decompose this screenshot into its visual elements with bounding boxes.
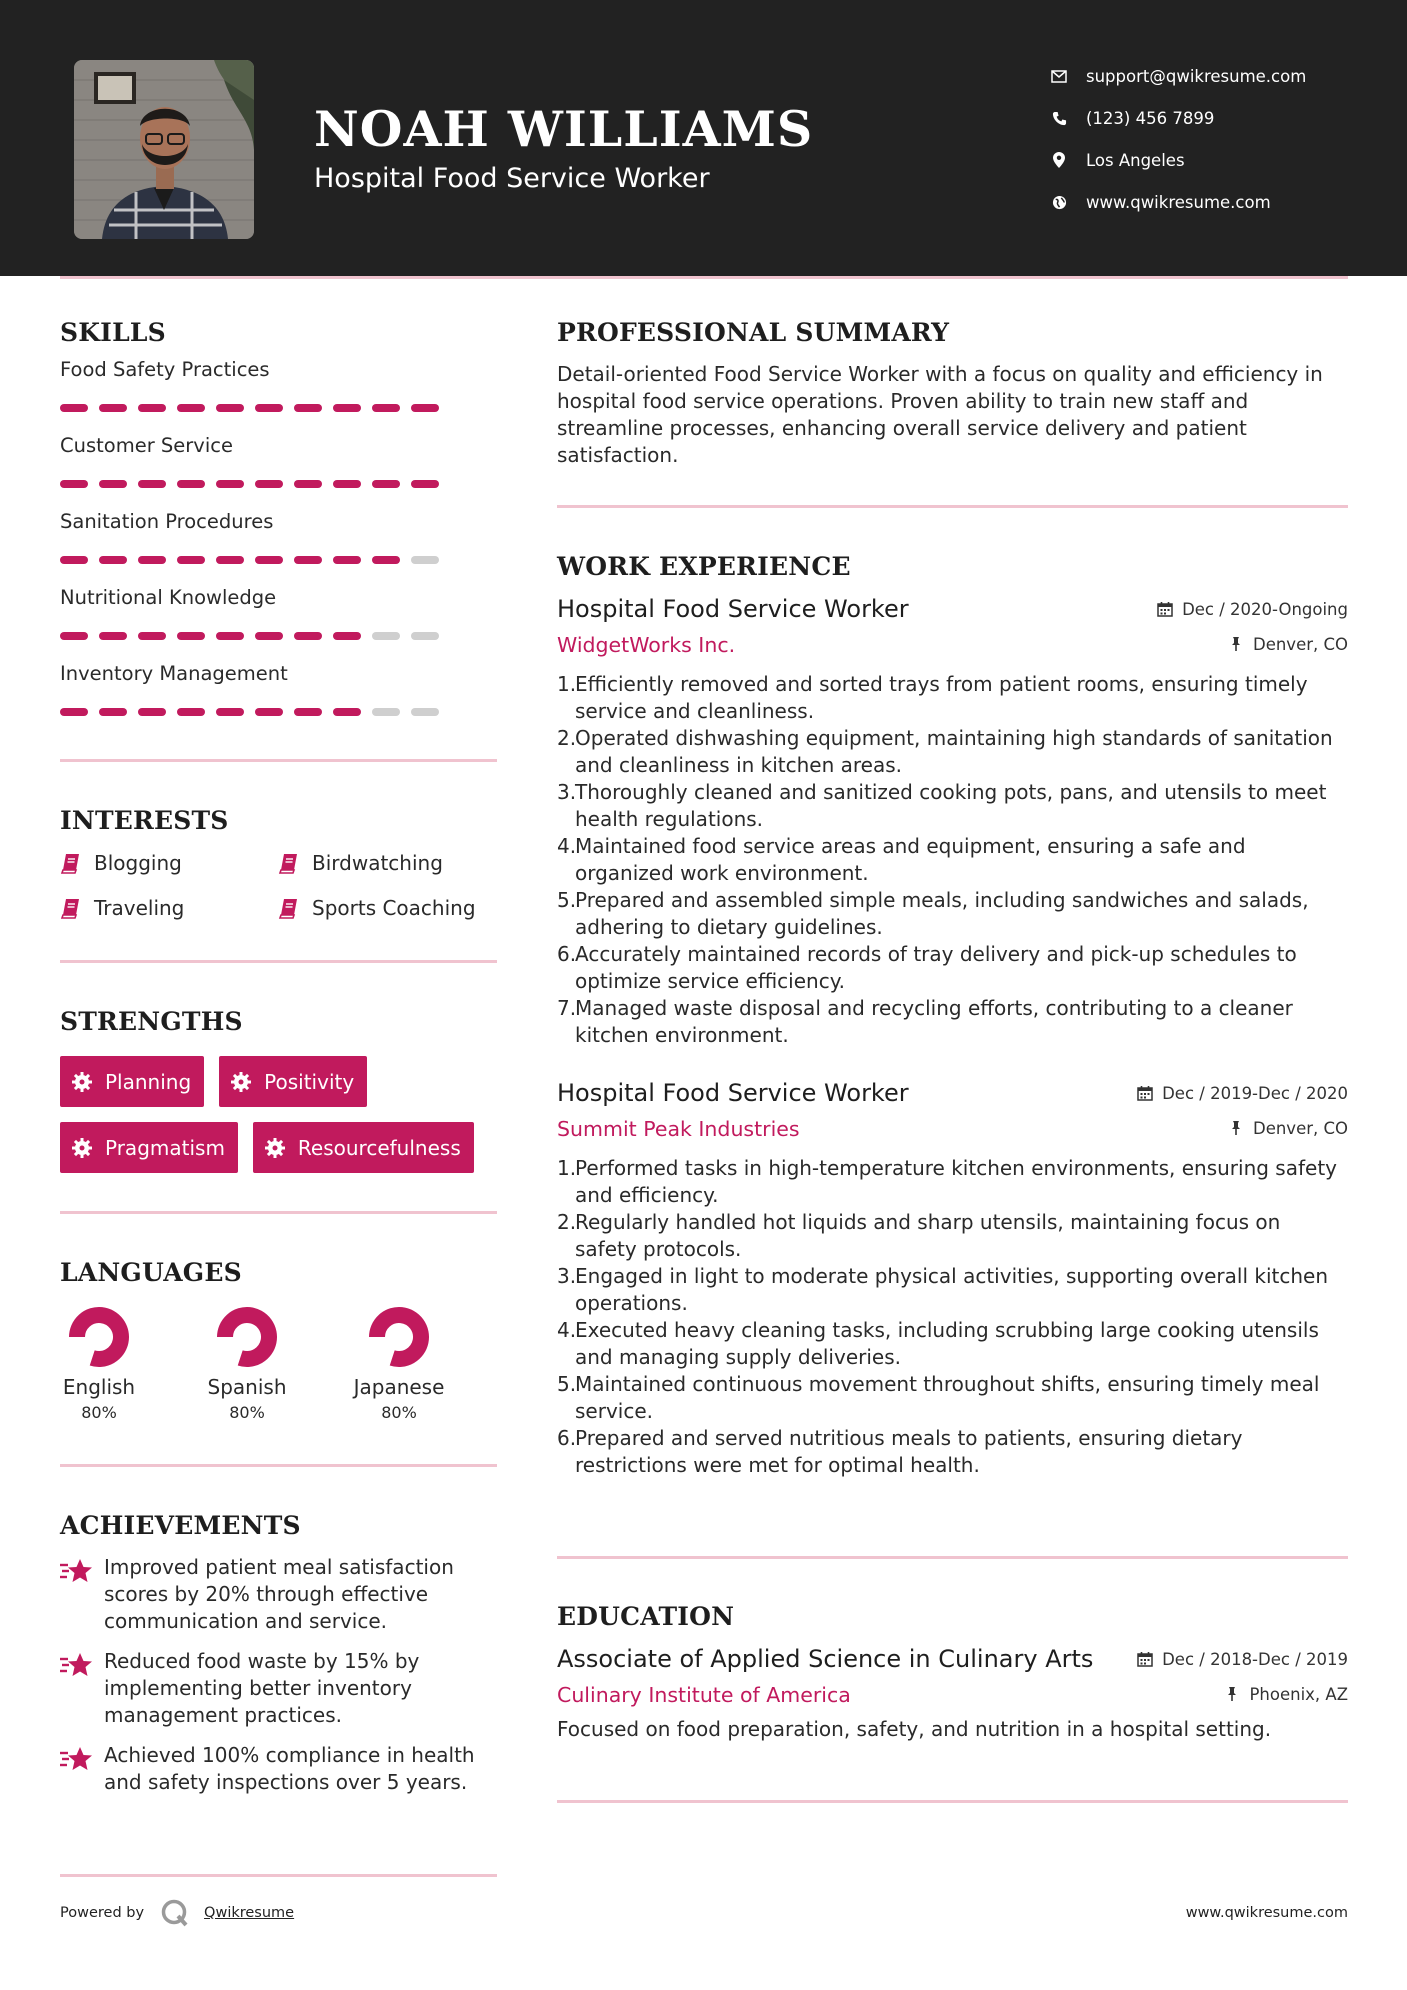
job-location-text: Denver, CO — [1252, 634, 1348, 654]
skills-heading: SKILLS — [60, 318, 166, 347]
strength-label: Planning — [105, 1069, 192, 1094]
languages-heading: LANGUAGES — [60, 1258, 242, 1287]
contact-website-text: www.qwikresume.com — [1086, 192, 1271, 212]
language-name: Japanese — [353, 1375, 445, 1399]
header-divider — [60, 276, 1348, 279]
book-icon — [60, 852, 82, 874]
job-dates-text: Dec / 2019-Dec / 2020 — [1162, 1083, 1348, 1103]
skill-segment-filled — [216, 708, 244, 716]
degree-title: Associate of Applied Science in Culinary Arts — [557, 1645, 1094, 1673]
job-bullet: 7. Managed waste disposal and recycling efforts, contributing to a cleaner kitchen environment. — [557, 996, 1293, 1047]
calendar-icon — [1137, 1085, 1153, 1101]
map-pin-icon — [1050, 151, 1068, 169]
job-location — [1228, 1119, 1348, 1138]
job-dates-text: Dec / 2020-Ongoing — [1182, 599, 1348, 619]
star-icon — [60, 1557, 92, 1585]
skill-segment-filled — [177, 404, 205, 412]
language-percent: 80% — [229, 1403, 265, 1422]
language-progress-ring — [367, 1305, 431, 1369]
skill-segment-filled — [255, 404, 283, 412]
skill-segment-filled — [294, 404, 322, 412]
language-progress-ring — [67, 1305, 131, 1369]
skill-segment-filled — [372, 404, 400, 412]
skill-segment-filled — [294, 708, 322, 716]
education-heading: EDUCATION — [557, 1602, 735, 1631]
skill-segment-filled — [99, 404, 127, 412]
contact-phone[interactable] — [1050, 97, 1306, 139]
skill-segment-filled — [411, 404, 439, 412]
skill-rating-bar — [60, 693, 497, 731]
skill-segment-filled — [99, 556, 127, 564]
skill-name: Sanitation Procedures — [60, 510, 274, 533]
skill-segment-empty — [411, 632, 439, 640]
book-icon — [60, 897, 82, 919]
skill-name: Inventory Management — [60, 662, 288, 685]
book-icon — [278, 852, 300, 874]
job-entry — [557, 595, 1348, 1049]
gear-icon — [71, 1137, 93, 1159]
section-divider — [60, 1464, 497, 1467]
star-icon — [60, 1651, 92, 1679]
gear-icon — [264, 1137, 286, 1159]
skill-segment-empty — [372, 632, 400, 640]
education-dates-text: Dec / 2018-Dec / 2019 — [1162, 1649, 1348, 1669]
pushpin-icon — [1224, 1686, 1240, 1702]
summary-text: Detail-oriented Food Service Worker with a focus on quality and efficiency in hospital food service operations. Proven ability to train new staff and streamline processes, enhancing overall service delivery and patient satisfaction. — [557, 362, 1323, 467]
skill-segment-empty — [411, 556, 439, 564]
calendar-icon — [1137, 1651, 1153, 1667]
job-bullet: 2. Regularly handled hot liquids and sharp utensils, maintaining focus on safety protocols. — [557, 1210, 1281, 1261]
interest-label: Birdwatching — [312, 850, 443, 875]
skill-segment-filled — [216, 480, 244, 488]
left-column — [60, 318, 497, 1796]
skill-segment-filled — [60, 708, 88, 716]
strength-label: Positivity — [264, 1069, 355, 1094]
achievement-text: Reduced food waste by 15% by implementing better inventory management practices. — [104, 1649, 420, 1727]
language-item — [60, 1305, 138, 1422]
language-name: English — [62, 1375, 136, 1399]
skill-rating-bar — [60, 617, 497, 655]
skill-segment-filled — [255, 480, 283, 488]
job-bullet: 4. Executed heavy cleaning tasks, including scrubbing large cooking utensils and managing supply deliveries. — [557, 1318, 1319, 1369]
job-bullet: 5. Maintained continuous movement throughout shifts, ensuring timely meal service. — [557, 1372, 1320, 1423]
skill-segment-filled — [99, 480, 127, 488]
language-level-arc — [225, 1315, 269, 1359]
skill-segment-filled — [138, 556, 166, 564]
skill-segment-filled — [216, 404, 244, 412]
job-bullet: 1. Efficiently removed and sorted trays from patient rooms, ensuring timely service and cleanliness. — [557, 672, 1308, 723]
language-level-arc — [77, 1315, 121, 1359]
education-description: Focused on food preparation, safety, and nutrition in a hospital setting. — [557, 1717, 1272, 1741]
language-percent: 80% — [381, 1403, 417, 1422]
skill-segment-empty — [372, 708, 400, 716]
interest-item — [60, 847, 278, 878]
skill-segment-filled — [60, 480, 88, 488]
candidate-name: NOAH WILLIAMS — [314, 100, 814, 158]
job-bullet: 4. Maintained food service areas and equipment, ensuring a safe and organized work environment. — [557, 834, 1246, 885]
achievement-item — [60, 1554, 497, 1635]
interest-label: Traveling — [94, 895, 185, 920]
pushpin-icon — [1228, 1120, 1244, 1136]
achievements-section — [60, 1511, 497, 1796]
skill-segment-filled — [411, 480, 439, 488]
footer-powered-by — [60, 1898, 294, 1928]
job-bullet: 6. Accurately maintained records of tray delivery and pick-up schedules to optimize service efficiency. — [557, 942, 1297, 993]
job-bullets — [557, 671, 1348, 1049]
language-progress-ring — [215, 1305, 279, 1369]
job-location-text: Denver, CO — [1252, 1118, 1348, 1138]
skill-segment-filled — [372, 556, 400, 564]
experience-section — [557, 552, 1348, 1479]
job-dates — [1157, 600, 1348, 619]
strengths-section — [60, 1007, 497, 1173]
strength-label: Pragmatism — [105, 1135, 225, 1160]
globe-icon — [1050, 193, 1068, 211]
achievements-heading: ACHIEVEMENTS — [60, 1511, 301, 1540]
qwikresume-link[interactable]: Qwikresume — [204, 1905, 295, 1921]
skill-segment-filled — [177, 480, 205, 488]
skill-segment-filled — [99, 632, 127, 640]
skill-name: Nutritional Knowledge — [60, 586, 277, 609]
job-title: Hospital Food Service Worker — [557, 595, 909, 623]
education-location-text: Phoenix, AZ — [1249, 1684, 1348, 1704]
skill-segment-filled — [60, 556, 88, 564]
achievement-item — [60, 1742, 497, 1796]
summary-heading: PROFESSIONAL SUMMARY — [557, 318, 950, 347]
job-bullet: 1. Performed tasks in high-temperature kitchen environments, ensuring safety and efficiency. — [557, 1156, 1338, 1207]
school-name: Culinary Institute of America — [557, 1683, 851, 1707]
achievement-item — [60, 1648, 497, 1729]
section-divider — [557, 1556, 1348, 1559]
skill-segment-filled — [177, 556, 205, 564]
resume-header — [0, 0, 1407, 276]
skill-item — [60, 655, 497, 731]
strength-tag — [60, 1056, 204, 1107]
section-divider — [60, 759, 497, 762]
job-bullets — [557, 1155, 1348, 1479]
job-location — [1228, 635, 1348, 654]
job-bullet: 5. Prepared and assembled simple meals, including sandwiches and salads, adhering to dietary guidelines. — [557, 888, 1309, 939]
language-level-arc — [377, 1315, 421, 1359]
education-location — [1224, 1685, 1348, 1704]
section-divider — [557, 505, 1348, 508]
powered-by-label: Powered by — [60, 1905, 145, 1921]
contact-email-text: support@qwikresume.com — [1086, 66, 1307, 86]
skill-segment-filled — [138, 708, 166, 716]
skill-segment-filled — [372, 480, 400, 488]
contact-location-text: Los Angeles — [1086, 150, 1185, 170]
contact-website[interactable] — [1050, 181, 1306, 223]
interest-label: Sports Coaching — [312, 895, 476, 920]
interest-label: Blogging — [94, 850, 182, 875]
book-icon — [278, 897, 300, 919]
skill-segment-filled — [60, 404, 88, 412]
pushpin-icon — [1228, 636, 1244, 652]
calendar-icon — [1157, 601, 1173, 617]
job-bullet: 2. Operated dishwashing equipment, maintaining high standards of sanitation and cleanliness in kitchen areas. — [557, 726, 1333, 777]
skill-segment-filled — [138, 480, 166, 488]
envelope-icon — [1050, 67, 1068, 85]
skill-item — [60, 503, 497, 579]
section-divider — [60, 1211, 497, 1214]
profile-photo — [74, 60, 254, 239]
interest-item — [278, 892, 497, 923]
skill-segment-filled — [294, 480, 322, 488]
job-entry — [557, 1079, 1348, 1479]
skill-segment-filled — [333, 480, 361, 488]
languages-section — [60, 1258, 497, 1422]
skill-segment-filled — [255, 632, 283, 640]
skill-segment-filled — [333, 708, 361, 716]
skill-segment-filled — [99, 708, 127, 716]
company-name: WidgetWorks Inc. — [557, 633, 736, 657]
achievement-text: Achieved 100% compliance in health and safety inspections over 5 years. — [104, 1743, 475, 1794]
skill-segment-filled — [60, 632, 88, 640]
skill-segment-filled — [255, 556, 283, 564]
job-bullet: 3. Thoroughly cleaned and sanitized cooking pots, pans, and utensils to meet health regulations. — [557, 780, 1327, 831]
skill-name: Customer Service — [60, 434, 233, 457]
gear-icon — [71, 1071, 93, 1093]
skill-segment-filled — [177, 632, 205, 640]
strength-tag — [253, 1122, 474, 1173]
candidate-title: Hospital Food Service Worker — [314, 163, 710, 194]
strength-tag — [219, 1056, 367, 1107]
skill-segment-filled — [255, 708, 283, 716]
skill-rating-bar — [60, 389, 497, 427]
skill-segment-empty — [411, 708, 439, 716]
language-item — [208, 1305, 286, 1422]
job-title: Hospital Food Service Worker — [557, 1079, 909, 1107]
skill-segment-filled — [294, 632, 322, 640]
skill-name: Food Safety Practices — [60, 358, 270, 381]
strengths-heading: STRENGTHS — [60, 1007, 243, 1036]
achievement-text: Improved patient meal satisfaction scores by 20% through effective communication and service. — [104, 1555, 454, 1633]
skill-segment-filled — [216, 632, 244, 640]
right-column — [557, 318, 1348, 1741]
skill-item — [60, 579, 497, 655]
skill-item — [60, 351, 497, 427]
skill-segment-filled — [216, 556, 244, 564]
job-dates — [1137, 1084, 1348, 1103]
skill-rating-bar — [60, 541, 497, 579]
skill-item — [60, 427, 497, 503]
interest-item — [60, 892, 278, 923]
section-divider — [557, 1800, 1348, 1803]
gear-icon — [230, 1071, 252, 1093]
strength-tag — [60, 1122, 238, 1173]
section-divider — [60, 1874, 497, 1877]
skill-segment-filled — [138, 404, 166, 412]
skill-rating-bar — [60, 465, 497, 503]
strength-label: Resourcefulness — [297, 1135, 461, 1160]
job-bullet: 6. Prepared and served nutritious meals to patients, ensuring dietary restrictions were met for optimal health. — [557, 1426, 1243, 1477]
skill-segment-filled — [138, 632, 166, 640]
star-icon — [60, 1745, 92, 1773]
language-name: Spanish — [207, 1375, 287, 1399]
skill-segment-filled — [177, 708, 205, 716]
contact-list — [1050, 55, 1306, 223]
qwikresume-logo-icon — [160, 1898, 190, 1928]
skill-segment-filled — [333, 556, 361, 564]
interests-section — [60, 806, 497, 923]
language-percent: 80% — [81, 1403, 117, 1422]
interest-item — [278, 847, 497, 878]
skills-section — [60, 318, 497, 731]
language-item — [344, 1305, 454, 1422]
summary-section — [557, 318, 1348, 469]
job-bullet: 3. Engaged in light to moderate physical activities, supporting overall kitchen operations. — [557, 1264, 1328, 1315]
interests-heading: INTERESTS — [60, 806, 229, 835]
contact-location — [1050, 139, 1306, 181]
contact-phone-text: (123) 456 7899 — [1086, 108, 1215, 128]
education-dates — [1137, 1650, 1348, 1669]
footer-website[interactable]: www.qwikresume.com — [1185, 1905, 1348, 1921]
contact-email[interactable] — [1050, 55, 1306, 97]
education-section — [557, 1602, 1348, 1741]
skill-segment-filled — [333, 404, 361, 412]
company-name: Summit Peak Industries — [557, 1117, 800, 1141]
skill-segment-filled — [294, 556, 322, 564]
section-divider — [60, 960, 497, 963]
experience-heading: WORK EXPERIENCE — [557, 552, 851, 581]
skill-segment-filled — [333, 632, 361, 640]
phone-icon — [1050, 109, 1068, 127]
